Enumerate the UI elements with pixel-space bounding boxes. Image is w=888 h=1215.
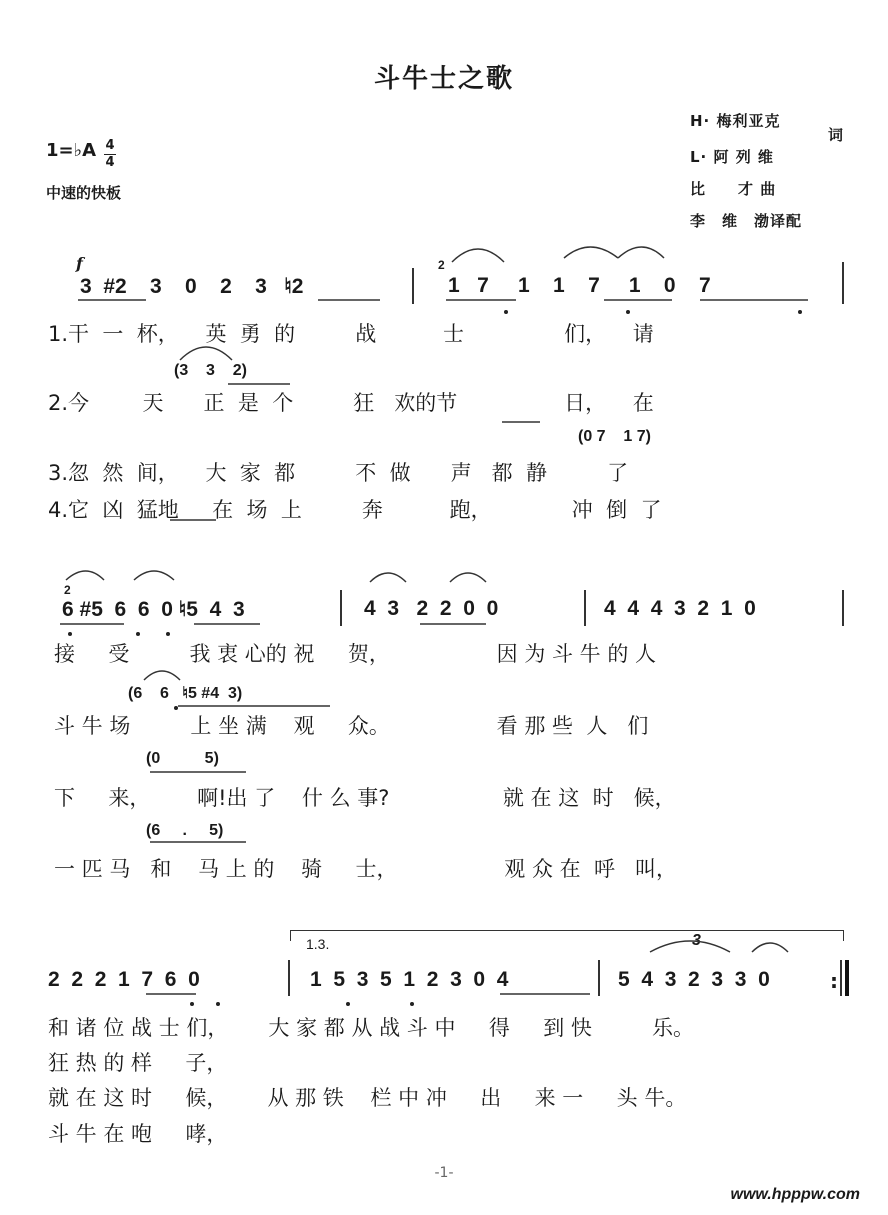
page-number: -1- bbox=[434, 1165, 454, 1181]
slur bbox=[66, 571, 104, 580]
s2-lyric-4: 一 匹 马 和 马 上 的 骑 士， 观 众 在 呼 叫， bbox=[54, 857, 678, 881]
s2-paren-3: (6 . 5) bbox=[146, 822, 224, 839]
s1-notes-b: 1 7 1 1 7 1 0 7 bbox=[448, 274, 711, 297]
s3-notes-c: 5 4 3 2 3 3 0 bbox=[618, 968, 770, 991]
dynamic-forte: f bbox=[76, 254, 83, 273]
slur bbox=[564, 247, 618, 258]
s1-notes-a: 3 #2 3 0 2 3 ♮2 bbox=[80, 275, 304, 298]
composer: 比 才 曲 bbox=[690, 180, 777, 198]
s3-notes-b: 1 5 3 5 1 2 3 0 4 bbox=[310, 968, 509, 991]
s2-lyric-1: 接 受 我 衷 心的 祝 贺， 因 为 斗 牛 的 人 bbox=[54, 642, 657, 666]
triplet-mark: 3 bbox=[692, 932, 701, 949]
time-top: 4 bbox=[105, 138, 115, 153]
s3-lyric-2: 狂 热 的 样 子， bbox=[48, 1051, 228, 1075]
slur bbox=[618, 247, 664, 258]
volta-label: 1.3. bbox=[306, 936, 330, 952]
slur bbox=[752, 943, 788, 952]
tempo-marking: 中速的快板 bbox=[46, 184, 122, 202]
s2-lyric-3: 下 来， 啊!出 了 什 么 事? 就 在 这 时 候， bbox=[54, 786, 676, 810]
time-bottom: 4 bbox=[105, 155, 115, 170]
s3-lyric-3: 就 在 这 时 候， 从 那 铁 栏 中 冲 出 来 一 头 牛。 bbox=[48, 1086, 687, 1110]
s1-lyric-3: 3.忽 然 间， 大 家 都 不 做 声 都 静 了 bbox=[48, 461, 629, 485]
slur bbox=[134, 571, 174, 580]
lyricist-2: L· 阿 列 维 bbox=[690, 148, 774, 166]
s3-lyric-1: 和 诸 位 战 士 们， 大 家 都 从 战 斗 中 得 到 快 乐。 bbox=[48, 1016, 694, 1040]
s1-beat-mark: 2 bbox=[438, 258, 445, 272]
s3-lyric-4: 斗 牛 在 咆 哮， bbox=[48, 1122, 228, 1146]
s2-lyric-2: 斗 牛 场 上 坐 满 观 众。 看 那 些 人 们 bbox=[54, 714, 649, 738]
slur bbox=[650, 941, 730, 952]
key-signature: 1=♭A bbox=[46, 140, 97, 161]
s2-notes-a: 6 #5 6 6 0 ♮5 4 3 bbox=[62, 598, 245, 621]
s2-beat-mark: 2 bbox=[64, 583, 71, 597]
slur bbox=[144, 671, 180, 680]
lyricist-1: H· 梅利亚克 bbox=[690, 112, 781, 130]
watermark: www.hpppw.com bbox=[730, 1186, 860, 1203]
repeat-dots: : bbox=[830, 969, 838, 993]
slur bbox=[452, 249, 504, 262]
s2-notes-c: 4 4 4 3 2 1 0 bbox=[604, 597, 756, 620]
s1-paren-1: (3 3 2) bbox=[174, 362, 247, 379]
s2-paren-1: (6 6 ♮5 #4 3) bbox=[128, 685, 243, 702]
s1-lyric-4: 4.它 凶 猛地 在 场 上 奔 跑， 冲 倒 了 bbox=[48, 498, 662, 522]
slur bbox=[180, 347, 232, 360]
s2-notes-b: 4 3 2 2 0 0 bbox=[364, 597, 499, 620]
s2-paren-2: (0 5) bbox=[146, 750, 219, 767]
s1-lyric-2: 2.今 天 正 是 个 狂 欢的节 日， 在 bbox=[48, 391, 654, 415]
song-title: 斗牛士之歌 bbox=[373, 64, 514, 94]
lyric-label: 词 bbox=[828, 126, 845, 144]
slur bbox=[370, 573, 406, 582]
s1-paren-2: (0 7 1 7) bbox=[578, 428, 651, 445]
s1-lyric-1: 1.干 一 杯， 英 勇 的 战 士 们， 请 bbox=[48, 322, 654, 346]
s3-notes-a: 2 2 2 1 7 6 0 bbox=[48, 968, 200, 991]
slur bbox=[450, 573, 486, 582]
translator: 李 维 渤译配 bbox=[690, 212, 803, 230]
